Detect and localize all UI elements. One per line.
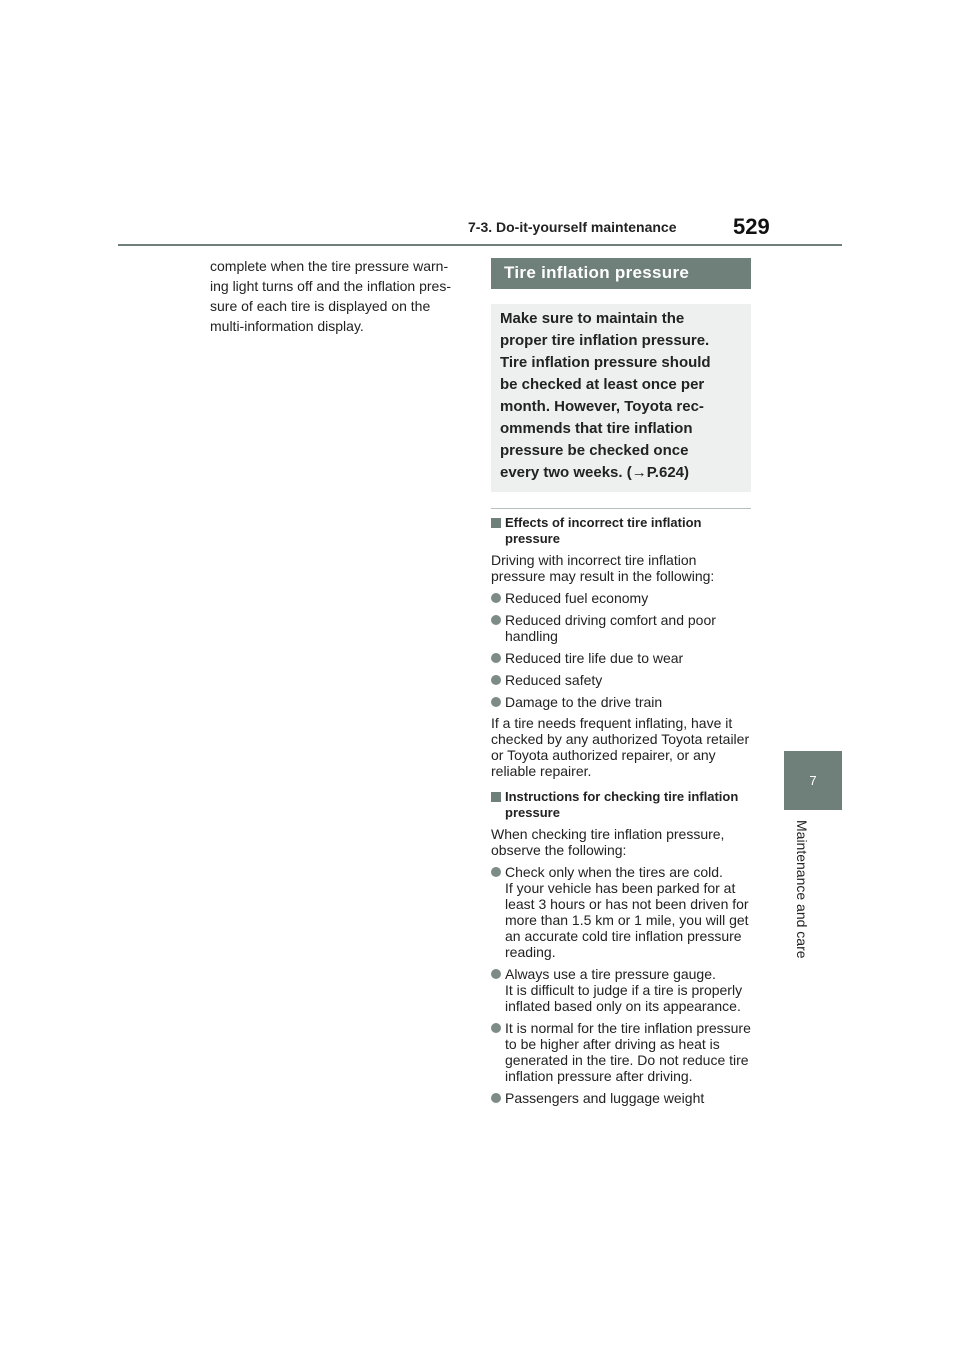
list-item — [491, 1020, 751, 1084]
list-item: Reduced driving comfort and poor handling — [491, 612, 751, 644]
square-bullet-icon — [491, 792, 501, 802]
left-line: multi-information display. — [210, 318, 364, 334]
effects-list — [491, 590, 751, 710]
item-detail: It is difficult to judge if a tire is properly inflated based only on its appearance. — [505, 982, 743, 1014]
circle-bullet-icon — [491, 969, 501, 979]
list-item: Reduced tire life due to wear — [491, 650, 751, 666]
intro-line: every two weeks. (→P.624) — [500, 464, 689, 481]
section-divider — [491, 508, 751, 509]
left-column-text — [210, 256, 466, 336]
instructions-list — [491, 864, 751, 1106]
chapter-tab: 7 — [784, 751, 842, 810]
square-bullet-icon — [491, 518, 501, 528]
effects-intro: Driving with incorrect tire inflation pressure may result in the following: — [491, 552, 715, 584]
circle-bullet-icon — [491, 697, 501, 707]
circle-bullet-icon — [491, 593, 501, 603]
page-number: 529 — [733, 214, 770, 239]
circle-bullet-icon — [491, 1093, 501, 1103]
left-line: sure of each tire is displayed on the — [210, 298, 431, 314]
effects-closing: If a tire needs frequent inflating, have it checked by any authorized Toyota retailer or Toyota authorized repairer, or any reliable repairer. — [491, 715, 750, 779]
intro-line: proper tire inflation pressure. — [500, 332, 710, 349]
intro-box — [491, 304, 751, 492]
circle-bullet-icon — [491, 1023, 501, 1033]
intro-line: ommends that tire inflation — [500, 420, 693, 437]
header-rule — [118, 244, 842, 246]
effects-heading-text: Effects of incorrect tire inflation pressure — [505, 515, 702, 546]
list-item — [491, 966, 751, 1014]
intro-line: pressure be checked once — [500, 442, 689, 459]
item-main: Always use a tire pressure gauge. — [505, 966, 716, 982]
item-main: Check only when the tires are cold. — [505, 864, 723, 880]
circle-bullet-icon — [491, 675, 501, 685]
intro-line: month. However, Toyota rec- — [500, 398, 704, 415]
left-line: ing light turns off and the inflation pres- — [210, 278, 452, 294]
intro-line: Make sure to maintain the — [500, 310, 685, 327]
circle-bullet-icon — [491, 867, 501, 877]
instructions-heading — [491, 789, 751, 821]
right-column — [491, 258, 751, 1106]
circle-bullet-icon — [491, 653, 501, 663]
item-main: It is normal for the tire inflation pressure to be higher after driving as heat is generated in the tire. Do not reduce tire inflation pressure after driving. — [505, 1020, 751, 1084]
circle-bullet-icon — [491, 615, 501, 625]
header-section-title: 7-3. Do-it-yourself maintenance — [468, 219, 677, 235]
list-item — [491, 864, 751, 960]
effects-heading — [491, 515, 751, 547]
list-item: Reduced fuel economy — [491, 590, 751, 606]
instructions-intro: When checking tire inflation pressure, observe the following: — [491, 826, 725, 858]
item-detail: If your vehicle has been parked for at least 3 hours or has not been driven for more than 1.5 km or 1 mile, you will get an accurate cold tire inflation pressure reading. — [505, 880, 749, 960]
list-item: Reduced safety — [491, 672, 751, 688]
instructions-section — [491, 789, 751, 1106]
list-item — [491, 1090, 751, 1106]
effects-section — [491, 515, 751, 779]
instructions-heading-text: Instructions for checking tire inflation pressure — [505, 789, 739, 820]
chapter-label: Maintenance and care — [794, 820, 810, 959]
list-item: Damage to the drive train — [491, 694, 751, 710]
intro-line: be checked at least once per — [500, 376, 705, 393]
left-line: complete when the tire pressure warn- — [210, 258, 449, 274]
section-title: Tire inflation pressure — [491, 258, 751, 289]
item-main: Passengers and luggage weight — [505, 1090, 705, 1106]
intro-line: Tire inflation pressure should — [500, 354, 711, 371]
